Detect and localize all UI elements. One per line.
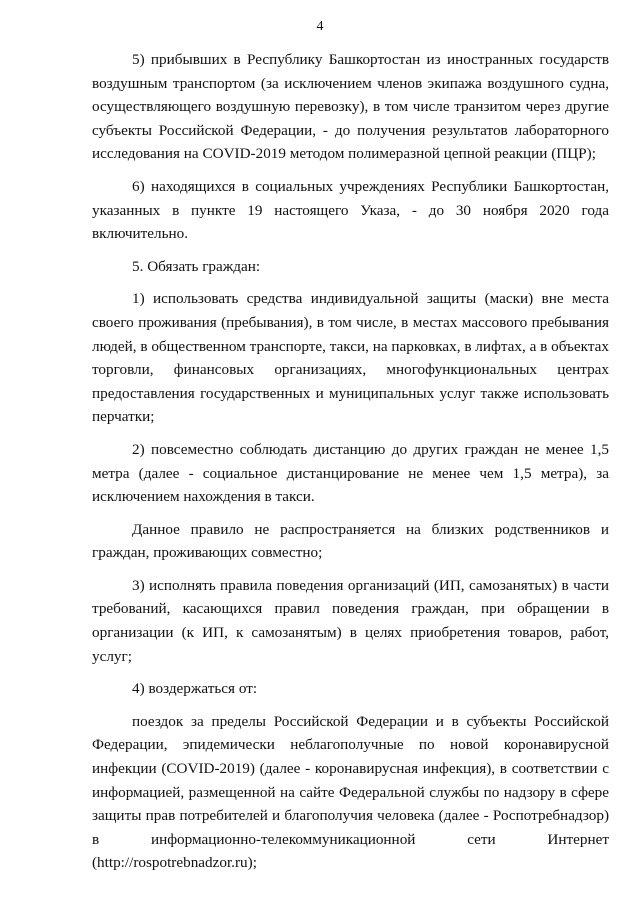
paragraph-item-5-arrivals: 5) прибывших в Республику Башкортостан из иностранных государств воздушным транспортом (за исключением членов экипажа воздушного судна, осуществляющего воздушную перевозку), в том числе транзитом через другие субъекты Российской Федерации, - до получения результатов лабораторного исследования на COVID-2019 методом полимеразной цепной реакции (ПЦР); — [92, 51, 609, 163]
paragraph-item-3-organization-rules: 3) исполнять правила поведения организаций (ИП, самозанятых) в части требований, касающихся правил поведения граждан, при обращении в организации (к ИП, к самозанятым) в целях приобретения товаров, работ, услуг; — [92, 576, 609, 665]
paragraph-item-2-distancing: 2) повсеместно соблюдать дистанцию до других граждан не менее 1,5 метра (далее - социальное дистанцирование не менее чем 1,5 метра), за исключением нахождения в такси. — [92, 440, 609, 506]
page-number: 4 — [316, 19, 324, 34]
paragraph-item-1-masks: 1) использовать средства индивидуальной защиты (маски) вне места своего проживания (пребывания), в том числе, в местах массового пребывания людей, в общественном транспорте, такси, на парковках, в лифтах, а в объектах торговли, финансовых организациях, многофункциональных центрах предоставления государственных и муниципальных услуг также использовать перчатки; — [92, 290, 609, 426]
paragraph-item-6-social-institutions: 6) находящихся в социальных учреждениях Республики Башкортостан, указанных в пункте 19 настоящего Указа, - до 30 ноября 2020 года включительно. — [92, 177, 609, 243]
paragraph-travel-restriction: поездок за пределы Российской Федерации и в субъекты Российской Федерации, эпидемически неблагополучные по новой коронавирусной инфекции (COVID-2019) (далее - коронавирусная инфекция), в соответствии с информацией, размещенной на сайте Федеральной службы по надзору в сфере защиты прав потребителей и благополучия человека (далее - Роспотребнадзор) в информационно-телекоммуникационной сети Интернет (http://rospotrebnadzor.ru); — [92, 712, 609, 872]
document-body — [92, 48, 609, 884]
paragraph-distancing-exception: Данное правило не распространяется на близких родственников и граждан, проживающих совместно; — [92, 520, 609, 562]
paragraph-section-5-heading: 5. Обязать граждан: — [132, 257, 261, 275]
paragraph-item-4-refrain: 4) воздержаться от: — [132, 680, 258, 698]
